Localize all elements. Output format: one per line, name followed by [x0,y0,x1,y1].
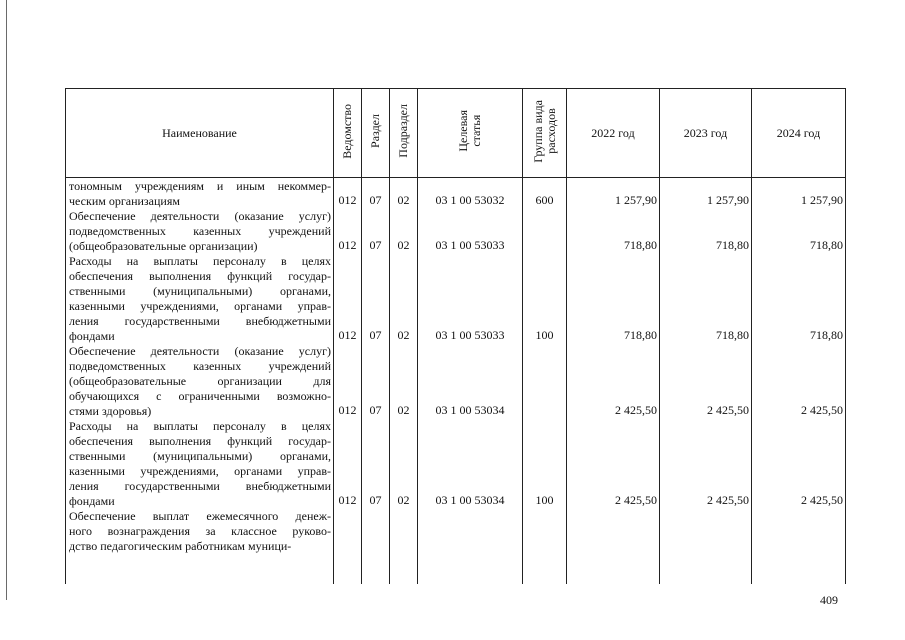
header-target-article-text [457,110,483,152]
section-value: 07 [369,493,382,507]
cell-spacer [567,433,659,448]
cell-spacer [362,283,389,298]
cell-spacer [334,463,361,478]
target-article-value: 03 1 00 53034 [435,493,505,507]
expense-group-value: 600 [535,193,554,207]
cell-spacer [418,523,522,538]
cell-spacer [334,478,361,493]
cell-spacer [752,388,845,403]
cell-spacer [390,418,417,433]
cell-spacer [660,208,751,223]
header-expense-group-line2: расходов [543,108,558,154]
y2023-value: 718,80 [716,238,749,252]
section-value: 07 [369,328,382,342]
y2024-value: 1 257,90 [801,193,843,207]
cell-spacer [523,388,566,403]
cell-spacer [567,223,659,238]
cell-spacer [660,178,751,193]
cell-spacer [523,208,566,223]
cell-spacer [418,463,522,478]
cell-spacer [660,463,751,478]
cell-spacer [362,223,389,238]
cell-spacer [660,343,751,358]
cell-spacer [418,223,522,238]
year-2024-column [752,178,846,585]
cell-spacer [523,268,566,283]
cell-spacer [752,358,845,373]
cell-spacer [390,178,417,193]
department-value: 012 [338,403,357,417]
cell-spacer [523,223,566,238]
cell-spacer [390,223,417,238]
cell-spacer [362,373,389,388]
header-section [362,89,390,178]
name-line: Обеспечение выплат ежемесячного денеж- [69,509,331,523]
cell-spacer [334,208,361,223]
cell-spacer [660,358,751,373]
name-line: стями здоровья) [69,404,152,418]
cell-spacer [567,343,659,358]
y2022-value: 2 425,50 [615,403,657,417]
cell-spacer [523,433,566,448]
name-line: фондами [69,494,115,508]
cell-spacer [567,388,659,403]
cell-spacer [523,538,566,553]
cell-spacer [660,313,751,328]
cell-spacer [362,448,389,463]
cell-spacer [567,358,659,373]
section-value: 07 [369,403,382,417]
cell-spacer [523,403,566,418]
cell-spacer [752,508,845,523]
cell-spacer [752,373,845,388]
cell-spacer [334,418,361,433]
cell-spacer [362,463,389,478]
name-line: ления государственными внебюджетными [69,479,331,493]
cell-spacer [418,253,522,268]
cell-spacer [567,178,659,193]
name-line: ного вознаграждения за классное руково- [69,524,331,538]
header-subsection-text: Подраздел [396,104,410,158]
cell-spacer [523,178,566,193]
y2024-value: 2 425,50 [801,493,843,507]
cell-spacer [390,298,417,313]
cell-spacer [418,313,522,328]
name-line: ления государственными внебюджетными [69,314,331,328]
cell-spacer [362,343,389,358]
cell-spacer [334,538,361,553]
cell-spacer [390,343,417,358]
cell-spacer [390,448,417,463]
header-year-2023 [660,89,752,178]
cell-spacer [334,523,361,538]
header-year-2022-text: 2022 год [591,125,635,140]
y2022-value: 2 425,50 [615,493,657,507]
cell-spacer [334,373,361,388]
name-line: Обеспечение деятельности (оказание услуг) [69,209,331,223]
cell-spacer [334,268,361,283]
cell-spacer [660,478,751,493]
subsection-value: 02 [397,193,410,207]
target-article-value: 03 1 00 53032 [435,193,505,207]
cell-spacer [362,358,389,373]
section-value: 07 [369,193,382,207]
cell-spacer [660,538,751,553]
cell-spacer [567,298,659,313]
expense-group-value: 100 [535,328,554,342]
name-line: обеспечения выполнения функций государ- [69,434,331,448]
name-line: ственными (муниципальными) органами, [69,449,331,463]
header-expense-group-line1: Группа вида [530,99,545,163]
cell-spacer [362,388,389,403]
cell-spacer [523,478,566,493]
y2022-value: 718,80 [624,328,657,342]
name-line: Расходы на выплаты персоналу в целях [69,419,331,433]
cell-spacer [418,283,522,298]
cell-spacer [660,523,751,538]
y2023-value: 2 425,50 [707,403,749,417]
cell-spacer [390,253,417,268]
cell-spacer [334,178,361,193]
cell-spacer [567,478,659,493]
subsection-value: 02 [397,238,410,252]
cell-spacer [567,508,659,523]
cell-spacer [390,268,417,283]
subsection-value: 02 [397,328,410,342]
target-article-value: 03 1 00 53033 [435,328,505,342]
cell-spacer [418,538,522,553]
cell-spacer [334,388,361,403]
cell-spacer [523,283,566,298]
cell-spacer [362,538,389,553]
name-line: обучающихся с ограниченными возможно- [69,389,331,403]
cell-spacer [390,463,417,478]
cell-spacer [523,448,566,463]
cell-spacer [334,433,361,448]
name-line: (общеобразовательные организации) [69,239,258,253]
cell-spacer [567,373,659,388]
cell-spacer [660,433,751,448]
cell-spacer [362,313,389,328]
y2023-value: 718,80 [716,328,749,342]
cell-spacer [567,208,659,223]
cell-spacer [523,358,566,373]
cell-spacer [418,268,522,283]
cell-spacer [752,283,845,298]
header-target-article-line1: Целевая [456,110,470,152]
y2024-value: 718,80 [810,238,843,252]
y2022-value: 1 257,90 [615,193,657,207]
cell-spacer [752,523,845,538]
cell-spacer [523,463,566,478]
cell-spacer [334,343,361,358]
subsection-column [390,178,418,585]
cell-spacer [390,283,417,298]
cell-spacer [752,253,845,268]
header-target-article-line2: статья [469,115,483,147]
cell-spacer [418,433,522,448]
cell-spacer [752,538,845,553]
cell-spacer [418,298,522,313]
cell-spacer [567,268,659,283]
y2023-value: 2 425,50 [707,493,749,507]
cell-spacer [390,478,417,493]
body-row [66,178,846,585]
target-article-value: 03 1 00 53033 [435,238,505,252]
cell-spacer [418,508,522,523]
name-line: Обеспечение деятельности (оказание услуг) [69,344,331,358]
cell-spacer [334,508,361,523]
cell-spacer [523,313,566,328]
y2023-value: 1 257,90 [707,193,749,207]
department-value: 012 [338,193,357,207]
cell-spacer [418,358,522,373]
cell-spacer [362,208,389,223]
expense-group-value: 100 [535,493,554,507]
year-2023-column [660,178,752,585]
y2022-value: 718,80 [624,238,657,252]
cell-spacer [362,298,389,313]
cell-spacer [362,508,389,523]
cell-spacer [523,373,566,388]
subsection-value: 02 [397,403,410,417]
cell-spacer [752,223,845,238]
cell-spacer [390,538,417,553]
cell-spacer [752,418,845,433]
cell-spacer [418,373,522,388]
cell-spacer [752,178,845,193]
cell-spacer [390,433,417,448]
cell-spacer [752,313,845,328]
cell-spacer [523,298,566,313]
header-department [334,89,362,178]
header-year-2024 [752,89,846,178]
cell-spacer [418,448,522,463]
cell-spacer [567,283,659,298]
cell-spacer [752,448,845,463]
cell-spacer [418,388,522,403]
department-value: 012 [338,493,357,507]
department-column [334,178,362,585]
cell-spacer [390,523,417,538]
header-year-2024-text: 2024 год [776,125,821,140]
cell-spacer [660,448,751,463]
header-department-text: Ведомство [340,103,354,159]
department-value: 012 [338,328,357,342]
cell-spacer [752,433,845,448]
cell-spacer [362,523,389,538]
cell-spacer [523,523,566,538]
name-line: казенными учреждениями, органами управ- [69,299,331,313]
header-name [66,89,334,178]
name-line: дство педагогическим работникам муници- [69,539,292,553]
name-line: ческим организациям [69,194,180,208]
cell-spacer [752,298,845,313]
cell-spacer [523,508,566,523]
cell-spacer [390,313,417,328]
cell-spacer [523,238,566,253]
section-column [362,178,390,585]
cell-spacer [334,448,361,463]
cell-spacer [660,283,751,298]
name-line: обеспечения выполнения функций государ- [69,269,331,283]
name-line: тономным учреждениям и иным некоммер- [69,179,331,193]
cell-spacer [567,463,659,478]
cell-spacer [390,208,417,223]
cell-spacer [362,268,389,283]
cell-spacer [334,283,361,298]
cell-spacer [418,418,522,433]
y2024-value: 718,80 [810,328,843,342]
year-2022-column [567,178,660,585]
cell-spacer [752,478,845,493]
name-line: подведомственных казенных учреждений [69,224,331,238]
cell-spacer [752,268,845,283]
name-column [66,178,334,585]
cell-spacer [752,343,845,358]
cell-spacer [660,388,751,403]
header-subsection [390,89,418,178]
header-name-text: Наименование [162,125,237,140]
expense-group-column [523,178,567,585]
cell-spacer [523,253,566,268]
cell-spacer [660,508,751,523]
cell-spacer [334,298,361,313]
target-article-value: 03 1 00 53034 [435,403,505,417]
cell-spacer [660,223,751,238]
cell-spacer [334,358,361,373]
cell-spacer [362,478,389,493]
name-line: подведомственных казенных учреждений [69,359,331,373]
page-number: 409 [820,593,838,607]
name-line: казенными учреждениями, органами управ- [69,464,331,478]
cell-spacer [390,358,417,373]
cell-spacer [334,313,361,328]
target-article-column [418,178,523,585]
name-line: Расходы на выплаты персоналу в целях [69,254,331,268]
cell-spacer [752,208,845,223]
name-line: фондами [69,329,115,343]
cell-spacer [362,418,389,433]
scan-edge-line [6,0,7,600]
header-section-text: Раздел [368,114,382,148]
name-line: ственными (муниципальными) органами, [69,284,331,298]
cell-spacer [418,343,522,358]
cell-spacer [567,418,659,433]
cell-spacer [660,418,751,433]
y2024-value: 2 425,50 [801,403,843,417]
cell-spacer [390,508,417,523]
header-year-2022 [567,89,660,178]
cell-spacer [660,373,751,388]
cell-spacer [523,343,566,358]
budget-table [65,88,846,584]
cell-spacer [660,268,751,283]
cell-spacer [567,523,659,538]
cell-spacer [660,298,751,313]
cell-spacer [362,433,389,448]
cell-spacer [660,253,751,268]
cell-spacer [362,253,389,268]
cell-spacer [523,418,566,433]
cell-spacer [418,208,522,223]
cell-spacer [567,313,659,328]
header-row [66,89,846,178]
cell-spacer [752,463,845,478]
cell-spacer [567,538,659,553]
cell-spacer [418,178,522,193]
section-value: 07 [369,238,382,252]
cell-spacer [418,478,522,493]
cell-spacer [334,253,361,268]
cell-spacer [390,373,417,388]
cell-spacer [567,448,659,463]
cell-spacer [390,388,417,403]
header-expense-group-text [532,100,558,163]
header-expense-group [523,89,567,178]
name-line: (общеобразовательные организации для [69,374,331,388]
cell-spacer [362,178,389,193]
cell-spacer [567,253,659,268]
subsection-value: 02 [397,493,410,507]
cell-spacer [334,223,361,238]
header-target-article [418,89,523,178]
header-year-2023-text: 2023 год [683,125,728,140]
department-value: 012 [338,238,357,252]
